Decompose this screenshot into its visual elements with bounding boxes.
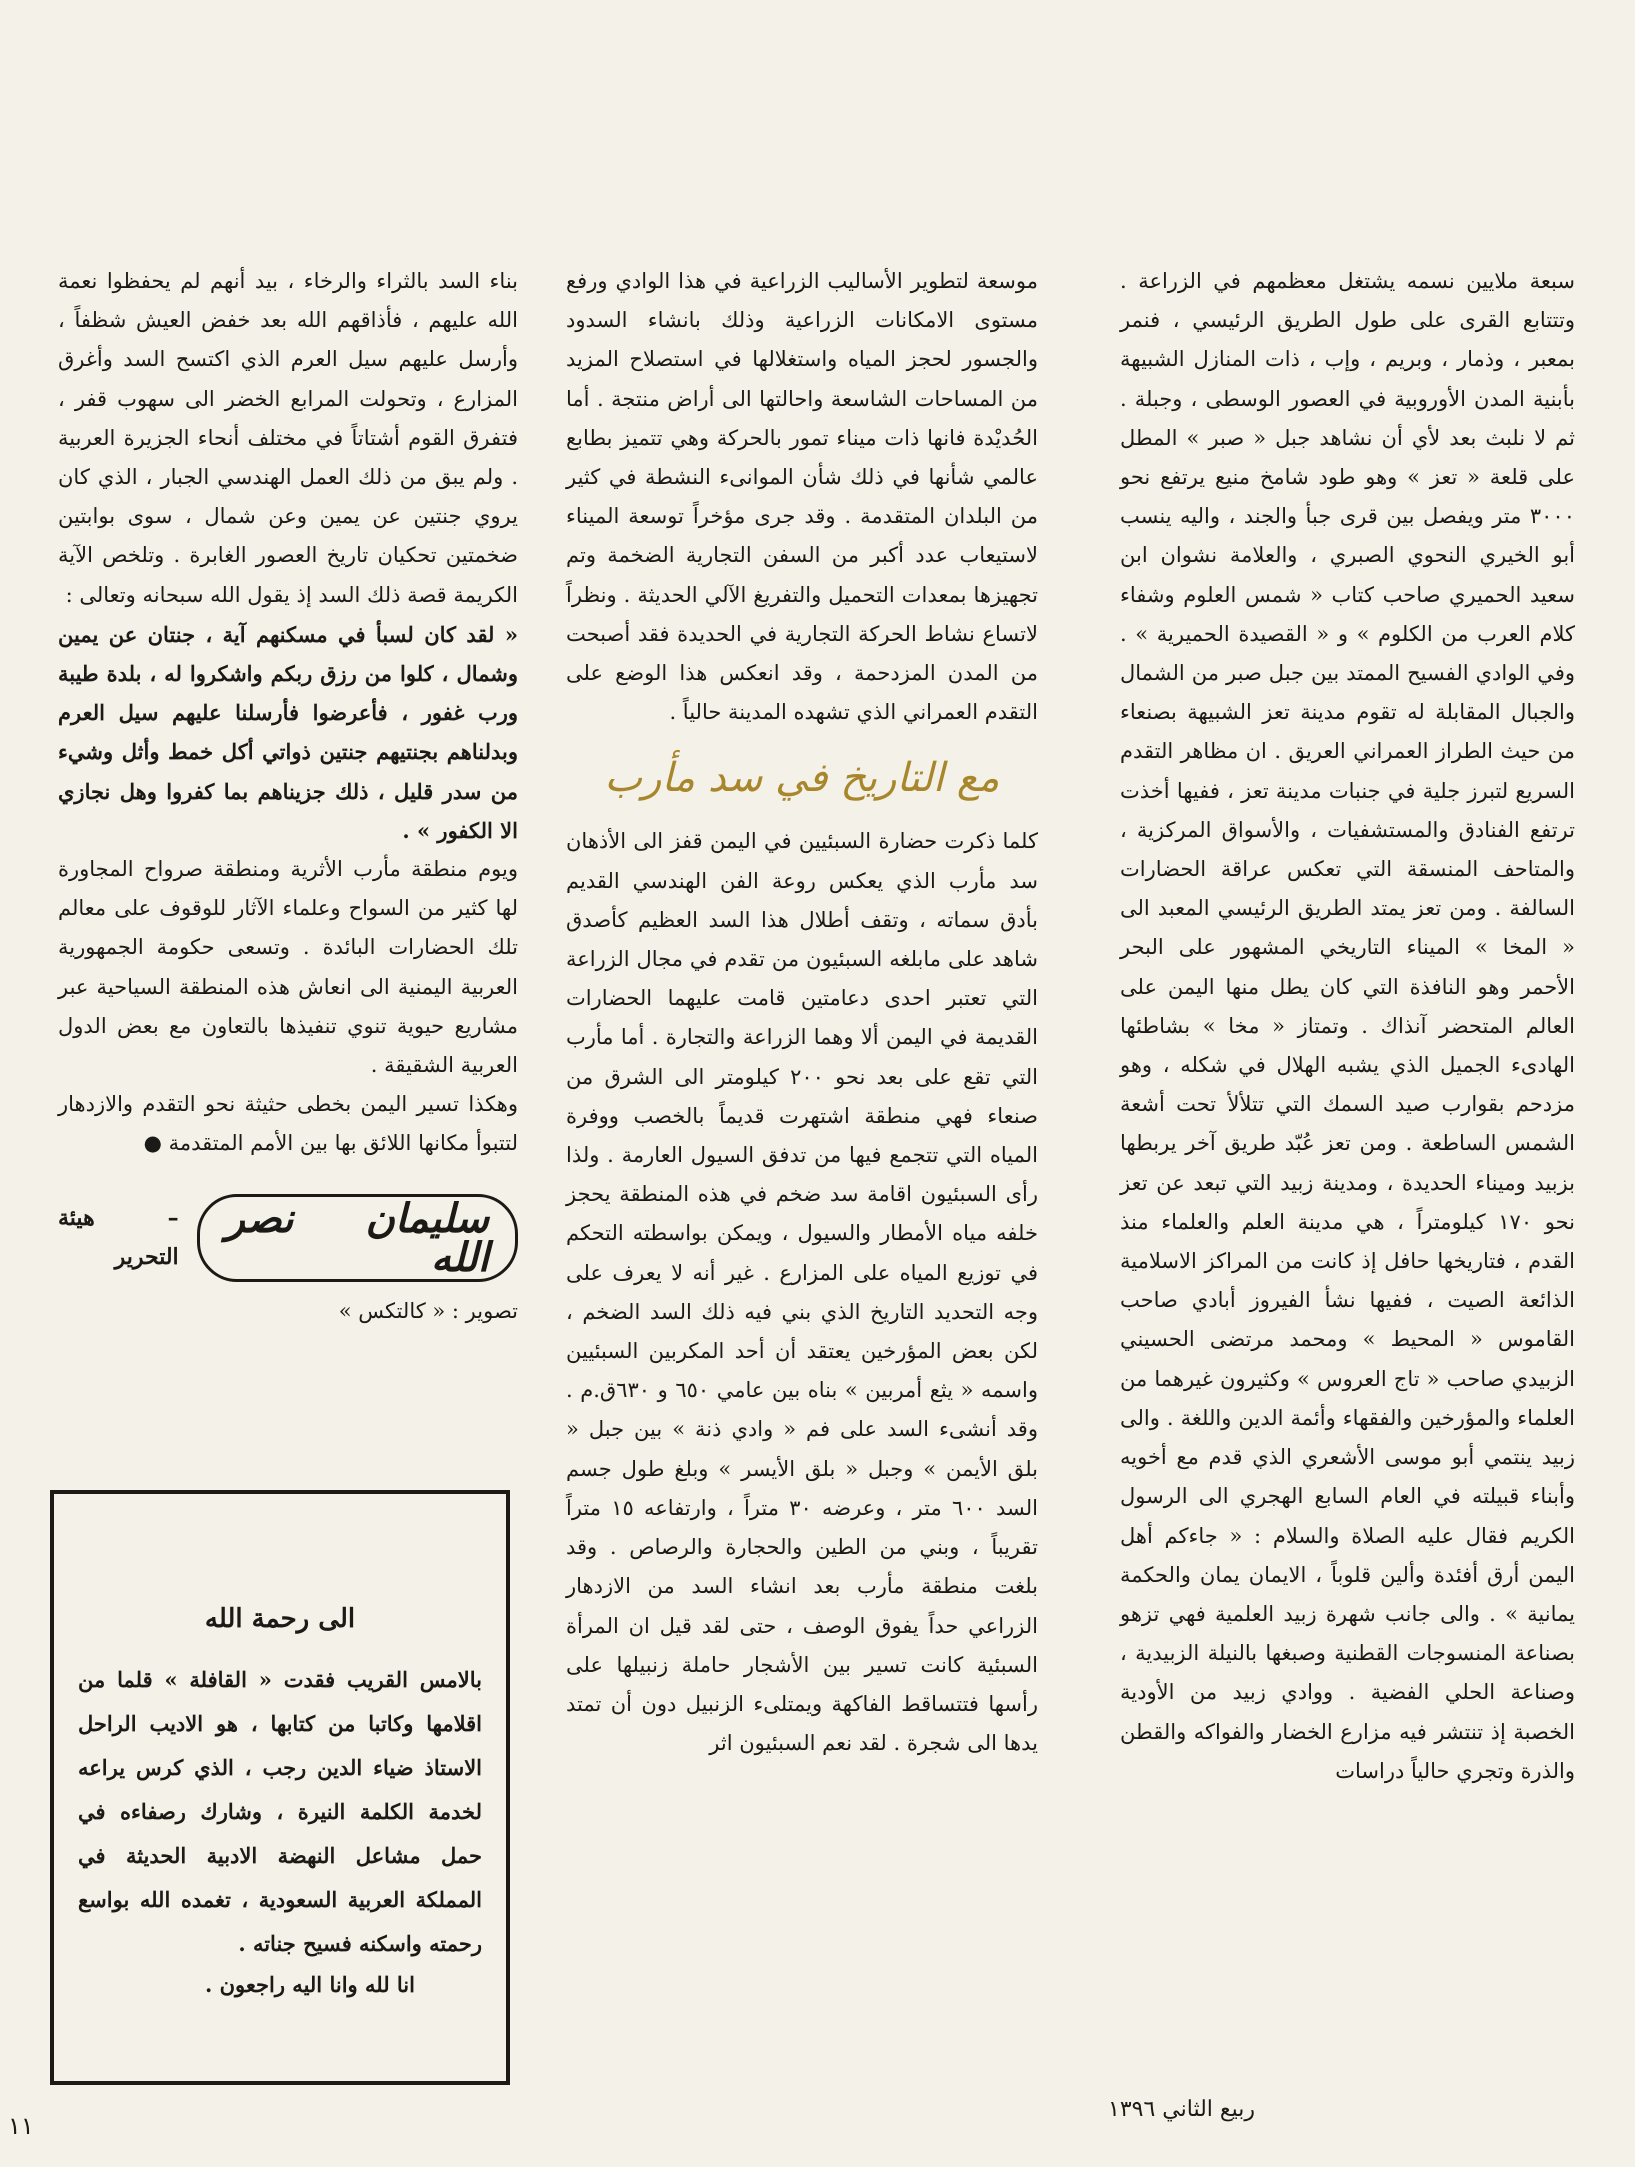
author-role: – هيئة التحرير	[58, 1204, 179, 1270]
issue-date: ربيع الثاني ١٣٩٦	[1108, 2097, 1255, 2122]
obituary-box	[50, 1490, 510, 2085]
article-column-middle	[566, 262, 1038, 1763]
photo-credit: تصوير : « كالتكس »	[338, 1299, 518, 1324]
article-column-left	[58, 262, 518, 1331]
article-paragraph: بناء السد بالثراء والرخاء ، بيد أنهم لم يحفظوا نعمة الله عليهم ، فأذاقهم الله بعد خفض العيش شظفاً ، وأرسل عليهم سيل العرم الذي اكتسح السد وأغرق المزارع ، وتحولت المرابع الخضر الى سهوب قفر ، فتفرق القوم أشتاتاً في مختلف أنحاء الجزيرة العربية . ولم يبق من ذلك العمل الهندسي الجبار ، الذي كان يروي جنتين عن يمين وعن شمال ، سوى بوابتين ضخمتين تحكيان تاريخ العصور الغابرة . وتلخص الآية الكريمة قصة ذلك السد إذ يقول الله سبحانه وتعالى :	[58, 269, 518, 607]
obituary-closing: انا لله وانا اليه راجعون .	[205, 1972, 415, 1997]
article-paragraph: سبعة ملايين نسمه يشتغل معظمهم في الزراعة . وتتتابع القرى على طول الطريق الرئيسي ، فنمر بمعبر ، وذمار ، وبريم ، وإب ، ذات المنازل الشبيهة بأبنية المدن الأوروبية في العصور الوسطى ، وجبلة . ثم لا نلبث بعد لأي أن نشاهد جبل « صبر » المطل على قلعة « تعز » وهو طود شامخ منيع يرتفع نحو ٣٠٠٠ متر ويفصل بين قرى جبأ والجند ، واليه ينسب أبو الخيري النحوي الصبري ، والعلامة نشوان ابن سعيد الحميري صاحب كتاب « شمس العلوم وشفاء كلام العرب من الكلوم » و « القصيدة الحميرية » . وفي الوادي الفسيح الممتد بين جبل صبر من الشمال والجبال المقابلة له تقوم مدينة تعز الشبيهة بصنعاء من حيث الطراز العمراني العريق . ان مظاهر التقدم السريع لتبرز جلية في جنبات مدينة تعز ، ففيها أخذت ترتفع الفنادق والمستشفيات ، والأسواق المركزية ، والمتاحف المنسقة التي تعكس عراقة الحضارات السالفة . ومن تعز يمتد الطريق الرئيسي المعبد الى « المخا » الميناء التاريخي المشهور على البحر الأحمر وهو النافذة التي كان يطل منها اليمن على العالم المتحضر آنذاك . وتمتاز « مخا » بشاطئها الهادىء الجميل الذي يشبه الهلال في شكله ، وهو مزدحم بقوارب صيد السمك التي تتلألأ تحت أشعة الشمس الساطعة . ومن تعز عُبّد طريق آخر يربطها بزبيد وميناء الحديدة ، ومدينة زبيد التي تبعد عن تعز نحو ١٧٠ كيلومتراً ، هي مدينة العلم والعلماء منذ القدم ، فتاريخها حافل إذ كانت من المراكز الاسلامية الذائعة الصيت ، ففيها نشأ الفيروز أبادي صاحب القاموس « المحيط » ومحمد مرتضى الحسيني الزبيدي صاحب « تاج العروس » وكثيرون غيرهما من العلماء والمؤرخين والفقهاء وأئمة الدين واللغة . والى زبيد ينتمي أبو موسى الأشعري الذي قدم مع أخويه وأبناء قبيلته في العام السابع الهجري الى الرسول الكريم فقال عليه الصلاة والسلام : « جاءكم أهل اليمن أرق أفئدة وألين قلوباً ، الايمان يمان والحكمة يمانية » . والى جانب شهرة زبيد العلمية فهي تزهو بصناعة المنسوجات القطنية وصبغها بالنيلة الزبيدية ، وصناعة الحلي الفضية . ووادي زبيد من الأودية الخصبة إذ تنتشر فيه مزارع الخضار والفواكه والقطن والذرة وتجري حالياً دراسات	[1120, 269, 1575, 1783]
author-signature: سليمان نصر الله	[197, 1194, 518, 1282]
article-column-right	[1120, 262, 1575, 1791]
article-paragraph: موسعة لتطوير الأساليب الزراعية في هذا الوادي ورفع مستوى الامكانات الزراعية وذلك بانشاء السدود والجسور لحجز المياه واستغلالها في استصلاح المزيد من المساحات الشاسعة واحالتها الى أراض منتجة . أما الحُديْدة فانها ذات ميناء تمور بالحركة وهي تتميز بطابع عالمي شأنها في ذلك شأن الموانىء النشطة في كثير من البلدان المتقدمة . وقد جرى مؤخراً توسعة الميناء لاستيعاب عدد أكبر من السفن التجارية الضخمة وتم تجهيزها بمعدات التحميل والتفريغ الآلي الحديثة . ونظراً لاتساع نشاط الحركة التجارية في الحديدة فقد أصبحت من المدن المزدحمة ، وقد انعكس هذا الوضع على التقدم العمراني الذي تشهده المدينة حالياً .	[566, 269, 1038, 725]
article-conclusion: وهكذا تسير اليمن بخطى حثيثة نحو التقدم والازدهار لتتبوأ مكانها اللائق بها بين الأمم المتقدمة ●	[58, 1092, 518, 1156]
article-paragraph: ويوم منطقة مأرب الأثرية ومنطقة صرواح المجاورة لها كثير من السواح وعلماء الآثار للوقوف على معالم تلك الحضارات البائدة . وتسعى حكومة الجمهورية العربية اليمنية الى انعاش هذه المنطقة السياحية عبر مشاريع حيوية تنوي تنفيذها بالتعاون مع بعض الدول العربية الشقيقة .	[58, 857, 518, 1078]
obituary-text: بالامس القريب فقدت « القافلة » قلما من اقلامها وكاتبا من كتابها ، هو الاديب الراحل الاستاذ ضياء الدين رجب ، الذي كرس يراعه لخدمة الكلمة النيرة ، وشارك رصفاءه في حمل مشاعل النهضة الادبية الحديثة في المملكة العربية السعودية ، تغمده الله بواسع رحمته واسكنه فسيح جناته .	[78, 1667, 482, 1956]
page-number: ١١	[8, 2112, 34, 2140]
byline	[58, 1194, 518, 1282]
obituary-title: الى رحمة الله	[204, 1604, 356, 1634]
quran-verse: « لقد كان لسبأ في مسكنهم آية ، جنتان عن يمين وشمال ، كلوا من رزق ربكم واشكروا له ، بلدة طيبة ورب غفور ، فأعرضوا فأرسلنا عليهم سيل العرم وبدلناهم بجنتيهم جنتين ذواتي أكل خمط وأثل وشيء من سدر قليل ، ذلك جزيناهم بما كفروا وهل نجازي الا الكفور » .	[58, 621, 518, 843]
article-paragraph: كلما ذكرت حضارة السبئيين في اليمن قفز الى الأذهان سد مأرب الذي يعكس روعة الفن الهندسي القديم بأدق سماته ، وتقف أطلال هذا السد العظيم كأصدق شاهد على مابلغه السبئيون من تقدم في مجال الزراعة التي تعتبر احدى دعامتين قامت عليهما الحضارات القديمة في اليمن ألا وهما الزراعة والتجارة . أما مأرب التي تقع على بعد نحو ٢٠٠ كيلومتر الى الشرق من صنعاء فهي منطقة اشتهرت قديماً بالخصب ووفرة المياه التي تتجمع فيها من تدفق السيول العارمة . ولذا رأى السبئيون اقامة سد ضخم في هذه المنطقة يحجز خلفه مياه الأمطار والسيول ، ويمكن بواسطته التحكم في توزيع المياه على المزارع . غير أنه لا يعرف على وجه التحديد التاريخ الذي بني فيه ذلك السد الضخم ، لكن بعض المؤرخين يعتقد أن أحد المكربين السبئيين واسمه « يثع أمربين » بناه بين عامي ٦٥٠ و ٦٣٠ق.م . وقد أنشىء السد على فم « وادي ذنة » بين جبل « بلق الأيمن » وجبل « بلق الأيسر » وبلغ طول جسم السد ٦٠٠ متر ، وعرضه ٣٠ متراً ، وارتفاعه ١٥ متراً تقريباً ، وبني من الطين والحجارة والرصاص . وقد بلغت منطقة مأرب بعد انشاء السد من الازدهار الزراعي حداً يفوق الوصف ، حتى لقد قيل ان المرأة السبئية كانت تسير بين الأشجار حاملة زنبيلها على رأسها فتتساقط الفاكهة ويمتلىء الزنبيل دون أن تمتد يدها الى شجرة . لقد نعم السبئيون اثر	[566, 829, 1039, 1756]
section-heading: مع التاريخ في سد مأرب	[604, 755, 1000, 802]
